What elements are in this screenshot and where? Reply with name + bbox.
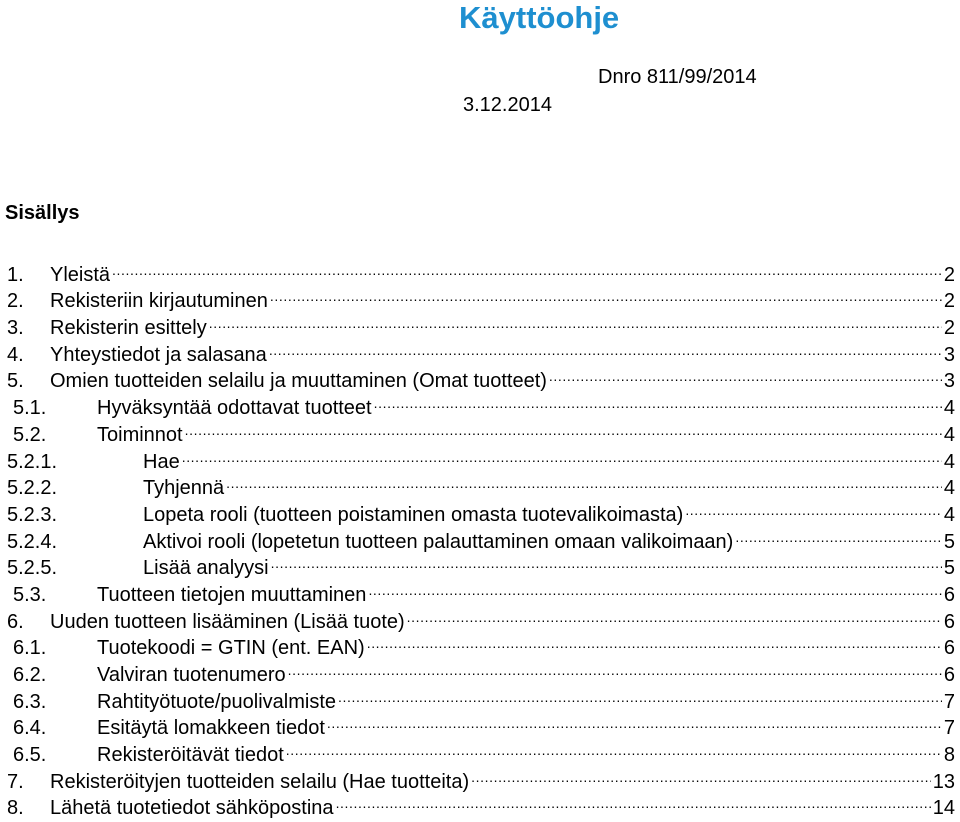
toc-entry-page-number[interactable]: 5: [943, 557, 955, 580]
toc-entry-label[interactable]: Valviran tuotenumero: [97, 664, 286, 686]
toc-entry-label[interactable]: Uuden tuotteen lisääminen (Lisää tuote): [50, 610, 405, 633]
toc-entry-page-number[interactable]: 13: [932, 770, 955, 793]
toc-dot-leader: [338, 681, 942, 708]
toc-entry[interactable]: [7, 254, 955, 286]
toc-dot-leader: [112, 254, 942, 281]
toc-dot-leader: [271, 548, 942, 575]
toc-entry-page-number[interactable]: 6: [943, 583, 955, 606]
toc-entry-number: 2.: [7, 290, 24, 313]
toc-entry-number: 5.2.3.: [7, 503, 58, 526]
toc-entry-number: 5.2.5.: [7, 557, 58, 580]
toc-entry-page-number[interactable]: 4: [943, 450, 955, 473]
toc-dot-leader: [209, 307, 942, 334]
toc-entry-page-number[interactable]: 5: [943, 530, 955, 553]
toc-dot-leader: [367, 628, 942, 655]
toc-dot-leader: [336, 788, 931, 815]
toc-entry-label[interactable]: Hyväksyntää odottavat tuotteet: [97, 397, 372, 420]
toc-entry-number: 5.2.2.: [7, 477, 58, 500]
toc-entry-label[interactable]: Rekisteröitävät tiedot: [97, 744, 284, 767]
toc-entry-page-number[interactable]: 14: [932, 797, 955, 820]
toc-entry-number: 5.1.: [13, 397, 47, 420]
toc-entry-number: 6.2.: [13, 664, 47, 686]
toc-dot-leader: [374, 387, 942, 414]
toc-dot-leader: [735, 521, 942, 548]
toc-entry-number: 5.2.1.: [7, 450, 58, 473]
toc-entry-page-number[interactable]: 6: [943, 637, 955, 660]
toc-dot-leader: [368, 574, 941, 601]
toc-entry-number: 1.: [7, 263, 24, 286]
toc-entry-number: 3.: [7, 317, 24, 340]
toc-entry-page-number[interactable]: 4: [943, 477, 955, 500]
toc-entry-page-number[interactable]: 2: [943, 263, 955, 286]
toc-entry-page-number[interactable]: 8: [943, 744, 955, 767]
toc-entry-number: 6.5.: [13, 744, 47, 767]
toc-dot-leader: [269, 334, 942, 361]
toc-entry-page-number[interactable]: 2: [943, 290, 955, 313]
toc-entry-page-number[interactable]: 3: [943, 370, 955, 393]
toc-entry-page-number[interactable]: 3: [943, 343, 955, 366]
toc-entry-label[interactable]: Lähetä tuotetiedot sähköpostina: [50, 797, 334, 820]
toc-entry-page-number[interactable]: 4: [943, 503, 955, 526]
toc-entry-label[interactable]: Rekisteriin kirjautuminen: [50, 290, 268, 313]
toc-dot-leader: [407, 601, 942, 628]
toc-entry-page-number[interactable]: 4: [943, 423, 955, 446]
toc-entry-label[interactable]: Tuotekoodi = GTIN (ent. EAN): [97, 637, 365, 660]
toc-entry-page-number[interactable]: 2: [943, 317, 955, 340]
toc-entry-number: 6.1.: [13, 637, 47, 660]
toc-entry-label[interactable]: Aktivoi rooli (lopetetun tuotteen palauttaminen omaan valikoimaan): [143, 530, 734, 553]
toc-entry-label[interactable]: Lopeta rooli (tuotteen poistaminen omasta tuotevalikoimasta): [143, 503, 684, 526]
toc-entry-label[interactable]: Yleistä: [50, 263, 111, 286]
toc-entry-number: 5.2.4.: [7, 530, 58, 553]
toc-dot-leader: [327, 708, 942, 735]
toc-entry-number: 5.: [7, 370, 24, 393]
toc-entry-page-number[interactable]: 7: [943, 717, 955, 740]
toc-dot-leader: [549, 361, 942, 388]
toc-entry-number: 6.3.: [13, 690, 47, 713]
toc-entry-label[interactable]: Tuotteen tietojen muuttaminen: [97, 583, 367, 606]
toc-entry-page-number[interactable]: 6: [943, 664, 955, 686]
toc-dot-leader: [226, 468, 942, 495]
toc-dot-leader: [471, 761, 931, 788]
toc-entry-number: 7.: [7, 770, 24, 793]
toc-entry[interactable]: [7, 281, 955, 313]
toc-dot-leader: [685, 494, 942, 521]
toc-entry-page-number[interactable]: 4: [943, 397, 955, 420]
toc-dot-leader: [286, 734, 942, 761]
toc-entry-number: 6.4.: [13, 717, 47, 740]
toc-entry-label[interactable]: Toiminnot: [97, 423, 183, 446]
toc-entry-number: 8.: [7, 797, 24, 820]
toc-entry-page-number[interactable]: 6: [943, 610, 955, 633]
toc-dot-leader: [270, 281, 942, 308]
toc-entry-label[interactable]: Esitäytä lomakkeen tiedot: [97, 717, 325, 740]
toc-dot-leader: [182, 441, 942, 468]
toc-entry-page-number[interactable]: 7: [943, 690, 955, 713]
toc-entry-label[interactable]: Rekisterin esittely: [50, 317, 207, 340]
toc-entry-number: 5.3.: [13, 583, 47, 606]
toc-entry-label[interactable]: Omien tuotteiden selailu ja muuttaminen (Omat tuotteet): [50, 370, 547, 393]
toc-entry-label[interactable]: Yhteystiedot ja salasana: [50, 343, 267, 366]
document-date: 3.12.2014: [463, 94, 552, 116]
toc-entry-number: 6.: [7, 610, 24, 633]
toc-entry-label[interactable]: Hae: [143, 450, 180, 473]
document-title: Käyttöohje: [459, 0, 620, 35]
toc-entry-label[interactable]: Rekisteröityjen tuotteiden selailu (Hae tuotteita): [50, 770, 470, 793]
toc-entry-label[interactable]: Tyhjennä: [143, 477, 225, 500]
toc-dot-leader: [185, 414, 942, 441]
toc-heading: Sisällys: [5, 202, 80, 224]
toc-entry-label[interactable]: Rahtityötuote/puolivalmiste: [97, 690, 337, 713]
toc-entry-label[interactable]: Lisää analyysi: [143, 557, 269, 580]
toc-entry-number: 4.: [7, 343, 24, 366]
toc-dot-leader: [288, 654, 942, 681]
toc-entry-number: 5.2.: [13, 423, 47, 446]
document-number: Dnro 811/99/2014: [598, 66, 757, 88]
table-of-contents: [7, 254, 955, 820]
